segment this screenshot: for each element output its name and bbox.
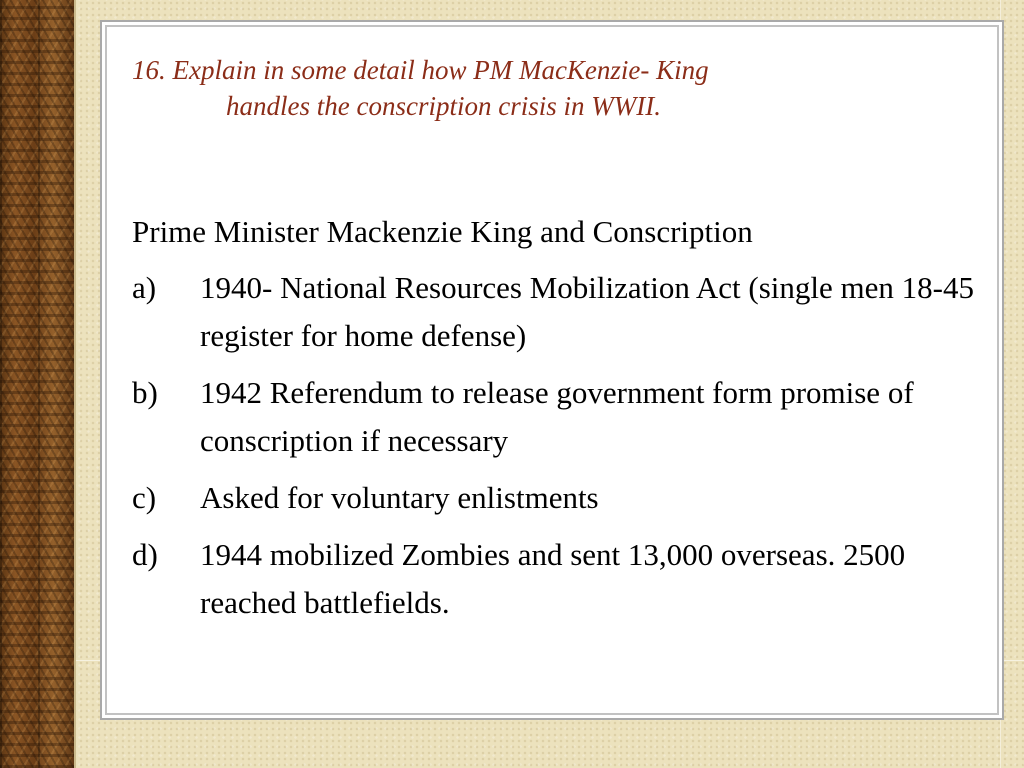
list-item-text: 1940- National Resources Mobilization Act (single men 18-45 register for home defense)	[200, 270, 974, 353]
list-marker: d)	[132, 537, 158, 572]
list-item-text: Asked for voluntary enlistments	[200, 480, 599, 515]
list-item-text: 1944 mobilized Zombies and sent 13,000 overseas. 2500 reached battlefields.	[200, 537, 906, 620]
list-item-text: 1942 Referendum to release government form promise of conscription if necessary	[200, 375, 914, 458]
list-marker: c)	[132, 480, 157, 515]
slide-title	[132, 52, 952, 124]
body-heading: Prime Minister Mackenzie King and Conscription	[132, 214, 753, 249]
wood-texture-strip	[0, 0, 76, 768]
title-line-1: 16. Explain in some detail how PM MacKenzie- King	[132, 55, 709, 85]
list-item	[132, 531, 982, 627]
list-item	[132, 369, 982, 465]
list-marker: b)	[132, 375, 158, 410]
title-line-2: handles the conscription crisis in WWII.	[226, 91, 661, 121]
content-panel	[100, 20, 1004, 720]
list-marker: a)	[132, 270, 157, 305]
slide-body	[132, 208, 982, 636]
list-item	[132, 474, 982, 522]
list-item	[132, 264, 982, 360]
